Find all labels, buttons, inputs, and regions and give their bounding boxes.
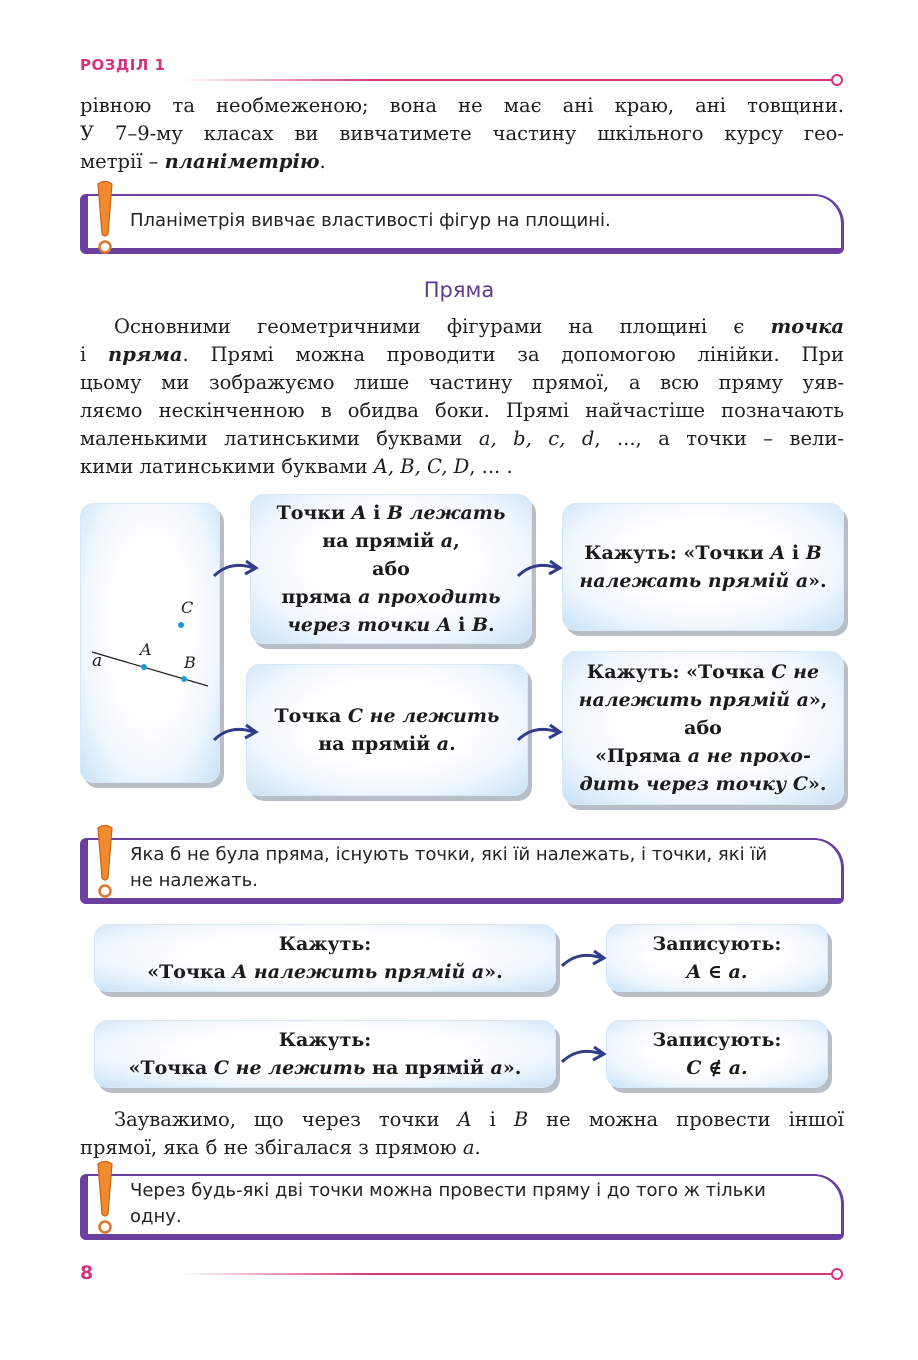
p2-line-1: Основними геометричними фігурами на площині є точка — [114, 315, 844, 338]
box-say-point-not-belong: Кажуть: «Точка C не належить прямій a», або «Пряма a не прохо- дить через точку C». — [562, 651, 844, 805]
box-point-not-on-line: Точка C не лежить на прямій a. — [246, 664, 528, 796]
box-say-points-belong: Кажуть: «Точки A і B належать прямій a». — [562, 503, 844, 631]
callout-text: Планіметрія вивчає властивості фігур на площині. — [130, 210, 611, 231]
footer-rule — [180, 1273, 832, 1275]
arrow-icon — [560, 1042, 608, 1066]
p2-line-2: і пряма. Прямі можна проводити за допомогою лінійки. При — [80, 343, 844, 366]
p3-line-1: Зауважимо, що через точки A і B не можна провести іншої — [114, 1108, 844, 1131]
box-write-point-a: Записують: A ∈ a. — [606, 924, 828, 992]
page-number: 8 — [80, 1262, 94, 1284]
exclamation-icon — [92, 180, 118, 260]
box-points-on-line: Точки A і B лежать на прямій a, або пряма a проходить через точки A і B. — [250, 494, 532, 644]
arrow-icon — [560, 946, 608, 970]
point-b — [181, 676, 187, 682]
arrow-icon — [516, 556, 564, 580]
line-label: a — [92, 651, 103, 671]
exclamation-icon — [92, 824, 118, 904]
p2-line-6: кими латинськими буквами A, B, C, D, ... . — [80, 455, 513, 478]
box-say-point-c: Кажуть: «Точка C не лежить на прямій a». — [94, 1020, 556, 1088]
exclamation-icon — [92, 1160, 118, 1240]
section-label: РОЗДІЛ 1 — [80, 56, 166, 74]
intro-line-3: метрії – планіметрію. — [80, 150, 326, 173]
intro-line-1: рівною та необмеженою; вона не має ані краю, ані товщини. — [80, 94, 844, 117]
line-paragraph — [80, 313, 844, 481]
callout-text: Через будь-які дві точки можна провести пряму і до того ж тільки одну. — [130, 1180, 766, 1227]
line-diagram-box — [80, 503, 220, 783]
header-rule-dot — [831, 74, 843, 86]
box-write-point-c: Записують: C ∉ a. — [606, 1020, 828, 1088]
intro-line-2: У 7–9-му класах ви вивчатимете частину шкільного курсу гео- — [80, 122, 844, 145]
p3-line-2: прямої, яка б не збігалася з прямою a. — [80, 1136, 481, 1159]
point-c-label: C — [181, 598, 194, 617]
callout-points-exist — [80, 838, 844, 904]
point-a — [141, 664, 147, 670]
arrow-icon — [516, 720, 564, 744]
point-c — [178, 622, 184, 628]
header-rule — [180, 79, 832, 81]
box-say-point-a: Кажуть: «Точка A належить прямій a». — [94, 924, 556, 992]
intro-paragraph — [80, 92, 844, 176]
callout-text: Яка б не була пряма, існують точки, які їй належать, і точки, які їй не належать. — [130, 844, 768, 891]
point-a-label: A — [140, 640, 152, 659]
callout-planimetry — [80, 194, 844, 254]
arrow-icon — [212, 556, 260, 580]
p2-line-4: ляємо нескінченною в обидва боки. Прямі найчастіше позначають — [80, 399, 844, 422]
p2-line-5: маленькими латинськими буквами a, b, c, d, ..., а точки – вели- — [80, 427, 844, 450]
arrow-icon — [212, 720, 260, 744]
callout-two-points-axiom — [80, 1174, 844, 1240]
footer-rule-dot — [831, 1268, 843, 1280]
note-paragraph — [80, 1106, 844, 1162]
point-b-label: B — [184, 653, 196, 672]
section-heading: Пряма — [423, 278, 495, 302]
p2-line-3: цьому ми зображуємо лише частину прямої, а всю пряму уяв- — [80, 371, 844, 394]
term-planimetry: планіметрію — [164, 150, 320, 173]
